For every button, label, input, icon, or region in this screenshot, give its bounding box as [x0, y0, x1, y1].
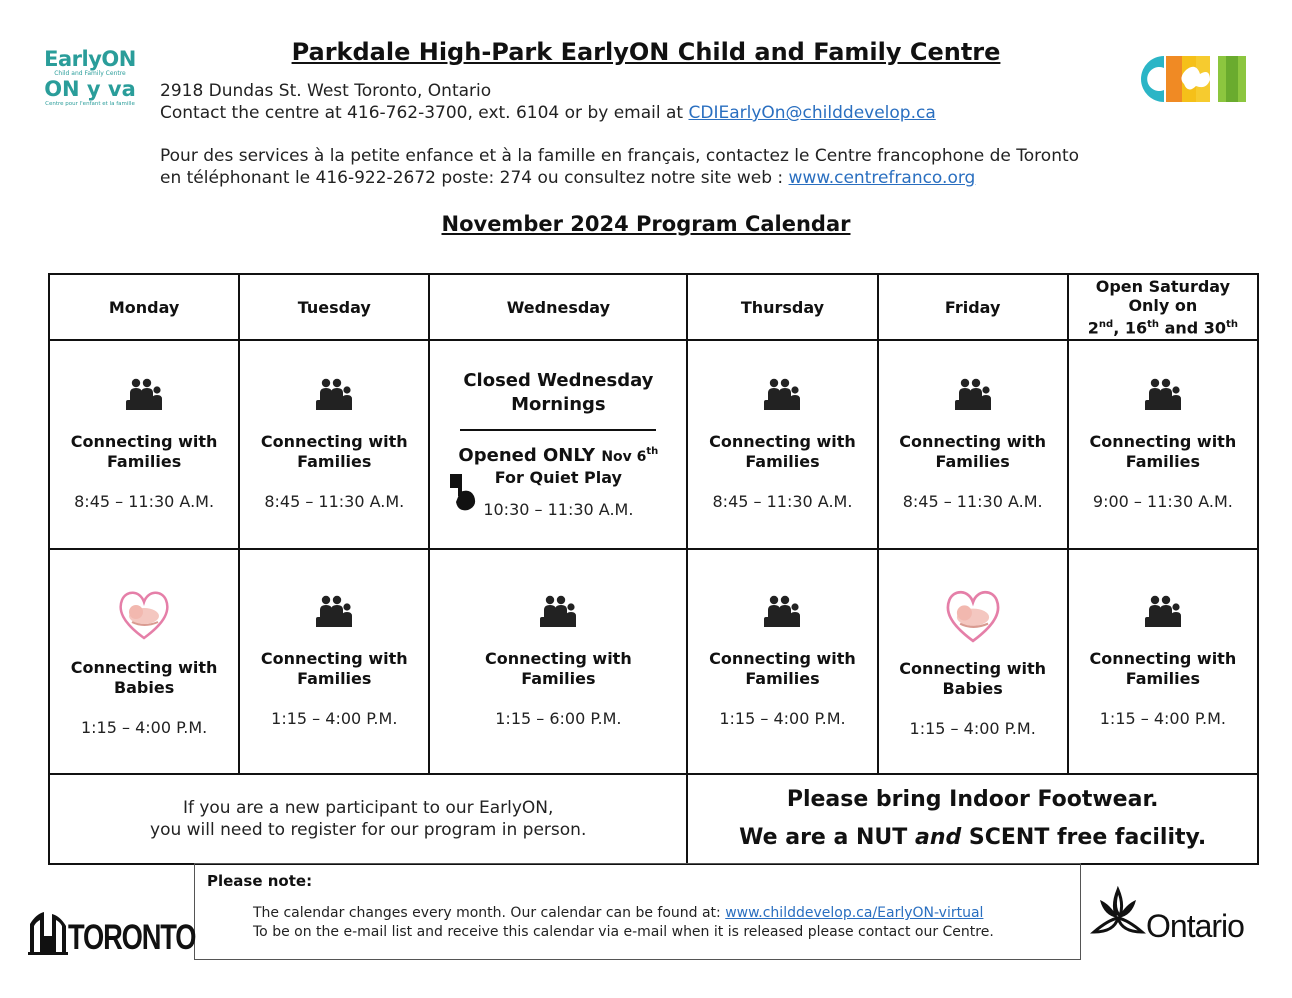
- program-time: 1:15 – 4:00 P.M.: [80, 717, 208, 737]
- program-time: 1:15 – 6:00 P.M.: [495, 708, 622, 728]
- family-icon: [1142, 378, 1184, 410]
- opened-notice: Opened ONLY Nov 6th: [458, 445, 659, 466]
- friday-morning-cell: [878, 340, 1068, 549]
- program-name: Families: [297, 668, 372, 688]
- family-icon: [537, 595, 579, 627]
- program-time: 1:15 – 4:00 P.M.: [1099, 708, 1226, 728]
- toronto-logo-text: TORONTO: [68, 918, 196, 957]
- centrefranco-link[interactable]: www.centrefranco.org: [788, 168, 976, 188]
- closed-notice: [430, 369, 686, 417]
- program-name: Connecting with: [1089, 431, 1237, 451]
- family-icon: [761, 595, 803, 627]
- calendar-link[interactable]: www.childdevelop.ca/EarlyON-virtual: [725, 905, 984, 921]
- morning-row: [49, 340, 1258, 549]
- program-time: 1:15 – 4:00 P.M.: [271, 708, 398, 728]
- baby-heart-icon: [942, 585, 1004, 643]
- thursday-afternoon-cell: [687, 549, 877, 774]
- program-name: Babies: [942, 678, 1003, 698]
- program-name: Families: [297, 451, 372, 471]
- shush-icon: [446, 470, 480, 512]
- divider: [460, 429, 656, 431]
- ontario-logo-text: Ontario: [1146, 908, 1244, 944]
- program-time: 8:45 – 11:30 A.M.: [712, 491, 853, 511]
- french-text: en téléphonant le 416-922-2672 poste: 274 ou consultez notre site web :: [160, 168, 789, 188]
- family-icon: [123, 378, 165, 410]
- tuesday-afternoon-cell: [239, 549, 429, 774]
- trillium-icon: [1090, 886, 1146, 948]
- program-time: 8:45 – 11:30 A.M.: [74, 491, 215, 511]
- program-name: Connecting with: [899, 658, 1046, 678]
- quiet-play-text: For Quiet Play: [494, 468, 622, 487]
- saturday-label-1: Open Saturday: [1095, 276, 1231, 296]
- closed-line-2: Mornings: [511, 394, 606, 415]
- program-calendar-table: [48, 273, 1259, 865]
- onyva-logo-text: ON y va: [44, 77, 136, 101]
- program-name: Families: [1125, 451, 1201, 471]
- monday-morning-cell: [49, 340, 239, 549]
- thursday-morning-cell: [687, 340, 877, 549]
- program-name: Connecting with: [260, 648, 408, 668]
- french-line-1: Pour des services à la petite enfance et à la famille en français, contactez le Centre francophone de Toronto: [160, 146, 1080, 166]
- city-hall-icon: [28, 910, 68, 956]
- closed-line-1: Closed Wednesday: [463, 370, 654, 391]
- registration-notice: [49, 774, 687, 864]
- program-name: Connecting with: [260, 431, 408, 451]
- onyva-logo-subtext: Centre pour l'enfant et la famille: [45, 101, 135, 107]
- program-name: Connecting with: [709, 648, 856, 668]
- program-name: Connecting with: [485, 648, 632, 668]
- french-services: [160, 145, 1160, 189]
- program-time: 9:00 – 11:30 A.M.: [1092, 491, 1233, 511]
- program-name: Families: [745, 451, 820, 471]
- saturday-morning-cell: [1068, 340, 1258, 549]
- program-time: 8:45 – 11:30 A.M.: [264, 491, 405, 511]
- program-name: Connecting with: [70, 657, 218, 677]
- footwear-notice: Please bring Indoor Footwear.: [786, 787, 1159, 812]
- family-icon: [1142, 595, 1184, 627]
- nut-scent-notice: We are a NUT and SCENT free facility.: [739, 825, 1207, 850]
- registration-line-2: you will need to register for our program in person.: [150, 820, 587, 840]
- quiet-play-label: [430, 468, 686, 488]
- calendar-footer-row: [49, 774, 1258, 864]
- earlyon-logo-text: EarlyON: [44, 47, 136, 71]
- baby-heart-icon: [116, 586, 172, 640]
- note-heading: Please note:: [207, 872, 313, 890]
- program-time: 8:45 – 11:30 A.M.: [902, 491, 1043, 511]
- family-icon: [952, 378, 994, 410]
- note-line-1: [253, 904, 1068, 923]
- contact-info: [160, 80, 936, 124]
- program-time: 1:15 – 4:00 P.M.: [909, 718, 1036, 738]
- program-name: Babies: [113, 677, 175, 697]
- header-tuesday: Tuesday: [239, 274, 429, 340]
- ontario-logo: [1090, 882, 1260, 952]
- saturday-dates: 2nd, 16th and 30th: [1087, 318, 1238, 338]
- page-title: Parkdale High-Park EarlyON Child and Family Centre: [291, 38, 1001, 66]
- program-name: Families: [745, 668, 820, 688]
- note-text: The calendar changes every month. Our calendar can be found at:: [253, 905, 726, 921]
- family-icon: [761, 378, 803, 410]
- afternoon-row: [49, 549, 1258, 774]
- program-name: Connecting with: [899, 431, 1046, 451]
- program-name: Connecting with: [1089, 648, 1237, 668]
- registration-line-1: If you are a new participant to our EarlyON,: [182, 798, 554, 818]
- program-time: 1:15 – 4:00 P.M.: [719, 708, 846, 728]
- header-thursday: Thursday: [687, 274, 877, 340]
- calendar-title: November 2024 Program Calendar: [441, 212, 851, 236]
- header-friday: Friday: [878, 274, 1068, 340]
- wednesday-morning-cell: [429, 340, 687, 549]
- tuesday-morning-cell: [239, 340, 429, 549]
- saturday-afternoon-cell: [1068, 549, 1258, 774]
- contact-line: [160, 102, 936, 124]
- program-name: Families: [521, 668, 596, 688]
- program-name: Families: [106, 451, 182, 471]
- calendar-header-row: [49, 274, 1258, 340]
- french-line-2: [160, 167, 1160, 189]
- friday-afternoon-cell: [878, 549, 1068, 774]
- family-icon: [313, 595, 355, 627]
- program-time: 10:30 – 11:30 A.M.: [483, 500, 634, 519]
- toronto-logo: [28, 906, 196, 958]
- program-name: Connecting with: [70, 431, 218, 451]
- monday-afternoon-cell: [49, 549, 239, 774]
- header-saturday: [1068, 274, 1258, 340]
- header-monday: Monday: [49, 274, 239, 340]
- saturday-label-2: Only on: [1128, 295, 1198, 315]
- contact-text: Contact the centre at 416-762-3700, ext. 6104 or by email at: [160, 103, 689, 123]
- facility-notice: [687, 774, 1258, 864]
- please-note-box: [194, 863, 1081, 960]
- program-name: Families: [1125, 668, 1201, 688]
- header-wednesday: Wednesday: [429, 274, 687, 340]
- family-icon: [313, 378, 355, 410]
- program-name: Families: [935, 451, 1010, 471]
- program-name: Connecting with: [709, 431, 856, 451]
- contact-email-link[interactable]: CDIEarlyOn@childdevelop.ca: [688, 103, 936, 123]
- wednesday-afternoon-cell: [429, 549, 687, 774]
- note-line-2: To be on the e-mail list and receive this calendar via e-mail when it is released please contact our Centre.: [253, 924, 994, 940]
- address: 2918 Dundas St. West Toronto, Ontario: [160, 81, 492, 101]
- earlyon-logo-subtext: Child and Family Centre: [54, 70, 126, 77]
